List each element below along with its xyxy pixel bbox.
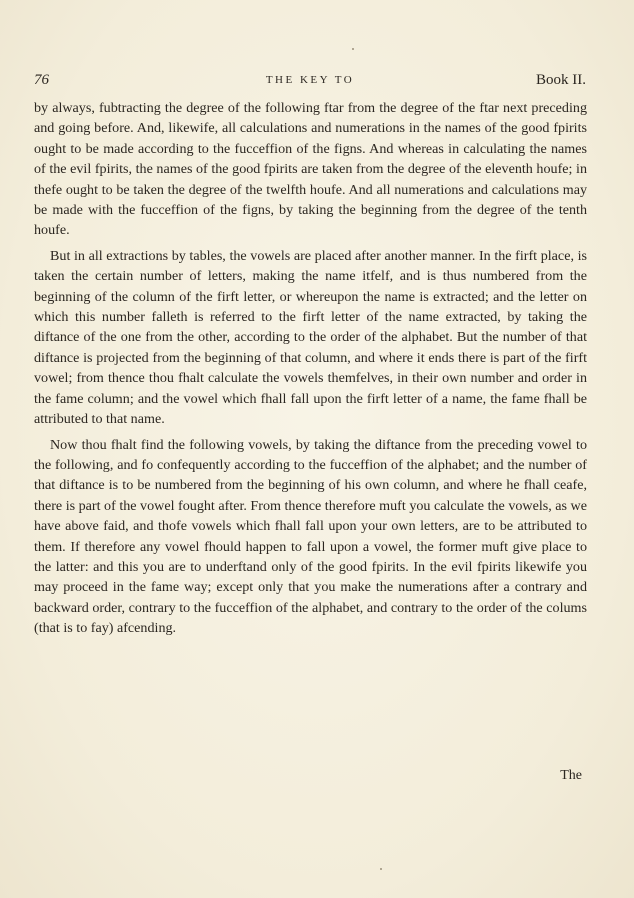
book-label: Book II. <box>536 72 586 88</box>
paper-speck <box>352 48 354 50</box>
paragraph: by always, fubtracting the degree of the following ftar from the degree of the ftar next preceding and going before. And, likewife, all calculations and numerations in the names of the good fpirits ought to be made according to the fucceffion of the figns. And whereas in calculating the names of the evil fpirits, the names of the good fpirits are taken from the degree of the eleventh houfe; in thefe ought to be taken the degree of the twelfth houfe. And all numerations and calculations may be made with the fucceffion of the figns, by taking the beginning from the degree of the tenth houfe. <box>34 100 587 239</box>
page-number: 76 <box>34 72 49 88</box>
paper-speck <box>380 868 382 870</box>
paragraph: But in all extractions by tables, the vowels are placed after another manner. In the firft place, is taken the certain number of letters, making the name itfelf, and is thus numbered from the beginning of the column of the firft letter, or whereupon the name is extracted; and the letter on which this number falleth is referred to the firft letter of the name extracted, by taking the diftance of the one from the other, according to the order of the alphabet. But the number of that diftance is projected from the beginning of that column, and where it ends there is part of the firft vowel; from thence thou fhalt calculate the vowels themfelves, in their own number and order in the fame column; and the vowel which fhall fall upon the firft letter of a name, the fame fhall be attributed to that name. <box>34 247 587 428</box>
paragraph: Now thou fhalt find the following vowels, by taking the diftance from the preceding vowel to the following, and fo confequently according to the fucceffion of the alphabet; and the number of that diftance is to be numbered from the beginning of his own column, and where he fhall ceafe, there is part of the vowel fought after. From thence therefore muft you calculate the vowels, as we have above faid, and thofe vowels which fhall fall upon your own letters, are to be attributed to them. If therefore any vowel fhould happen to fall upon a vowel, the former muft give place to the latter: and this you are to underftand only of the good fpirits. In the evil fpirits likewife you may proceed in the fame way; except only that you make the numerations after a contrary and backward order, contrary to the fucceffion of the alphabet, and contrary to the order of the colums (that is to fay) afcending. <box>34 436 587 637</box>
page-header <box>34 72 586 94</box>
catchword: The <box>560 768 582 783</box>
body-text <box>34 98 587 639</box>
running-title: THE KEY TO <box>265 74 355 86</box>
